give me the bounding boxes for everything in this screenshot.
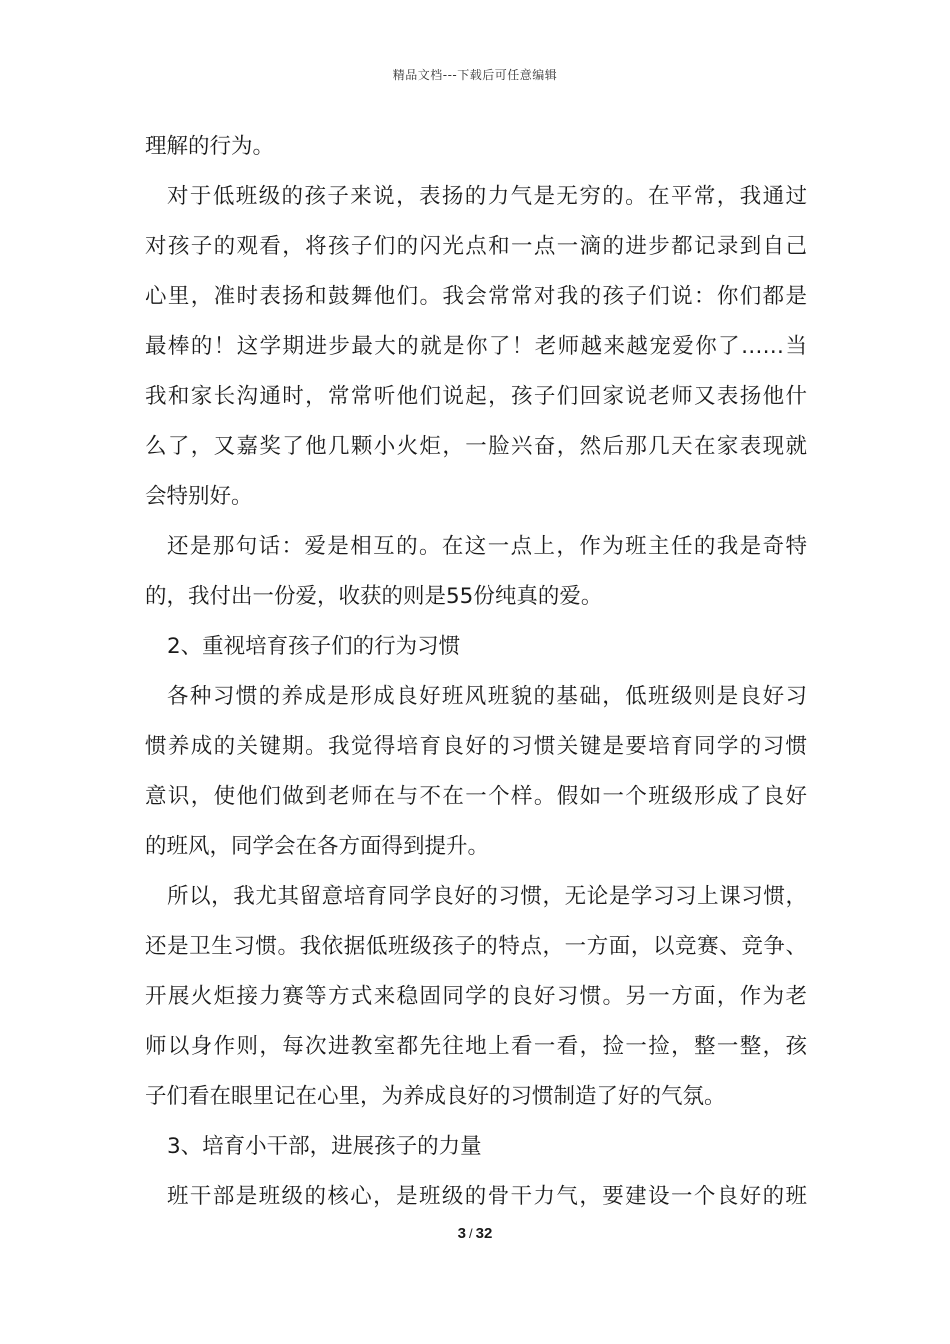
page-header: 精品文档---下载后可任意编辑 [392, 68, 558, 82]
body-line: 的班风，同学会在各方面得到提升。 [145, 834, 490, 859]
document-body [145, 122, 807, 1222]
body-line: 还是卫生习惯。我依据低班级孩子的特点，一方面，以竞赛、竞争、 [145, 934, 807, 959]
body-line: 还是那句话：爱是相互的。在这一点上，作为班主任的我是奇特 [167, 534, 807, 559]
body-line: 会特别好。 [145, 484, 253, 509]
section-heading: 2、重视培育孩子们的行为习惯 [167, 634, 461, 659]
body-line: 所以，我尤其留意培育同学良好的习惯，无论是学习习上课习惯， [167, 884, 807, 909]
body-line: 么了，又嘉奖了他几颗小火炬，一脸兴奋，然后那几天在家表现就 [145, 434, 807, 459]
body-line: 师以身作则，每次进教室都先往地上看一看，捡一捡，整一整，孩 [145, 1034, 807, 1059]
page-separator: / [469, 1226, 473, 1241]
body-line: 我和家长沟通时，常常听他们说起，孩子们回家说老师又表扬他什 [145, 384, 807, 409]
page-current: 3 [457, 1225, 467, 1242]
body-line: 对于低班级的孩子来说，表扬的力气是无穷的。在平常，我通过 [167, 184, 807, 209]
body-line: 各种习惯的养成是形成良好班风班貌的基础，低班级则是良好习 [167, 684, 807, 709]
body-line: 对孩子的观看，将孩子们的闪光点和一点一滴的进步都记录到自己 [145, 234, 807, 259]
page-number [0, 1225, 950, 1242]
body-line: 心里，准时表扬和鼓舞他们。我会常常对我的孩子们说：你们都是 [145, 284, 807, 309]
page-total: 32 [475, 1225, 493, 1242]
body-line: 惯养成的关键期。我觉得培育良好的习惯关键是要培育同学的习惯 [145, 734, 807, 759]
body-line: 最棒的！这学期进步最大的就是你了！老师越来越宠爱你了……当 [145, 334, 807, 359]
body-line: 开展火炬接力赛等方式来稳固同学的良好习惯。另一方面，作为老 [145, 984, 807, 1009]
body-line: 理解的行为。 [145, 134, 275, 159]
body-line: 子们看在眼里记在心里，为养成良好的习惯制造了好的气氛。 [145, 1084, 726, 1109]
body-line: 的，我付出一份爱，收获的则是55份纯真的爱。 [145, 584, 603, 609]
body-line: 班干部是班级的核心，是班级的骨干力气，要建设一个良好的班 [167, 1184, 807, 1209]
body-line: 意识，使他们做到老师在与不在一个样。假如一个班级形成了良好 [145, 784, 807, 809]
section-heading: 3、培育小干部，进展孩子的力量 [167, 1134, 482, 1159]
